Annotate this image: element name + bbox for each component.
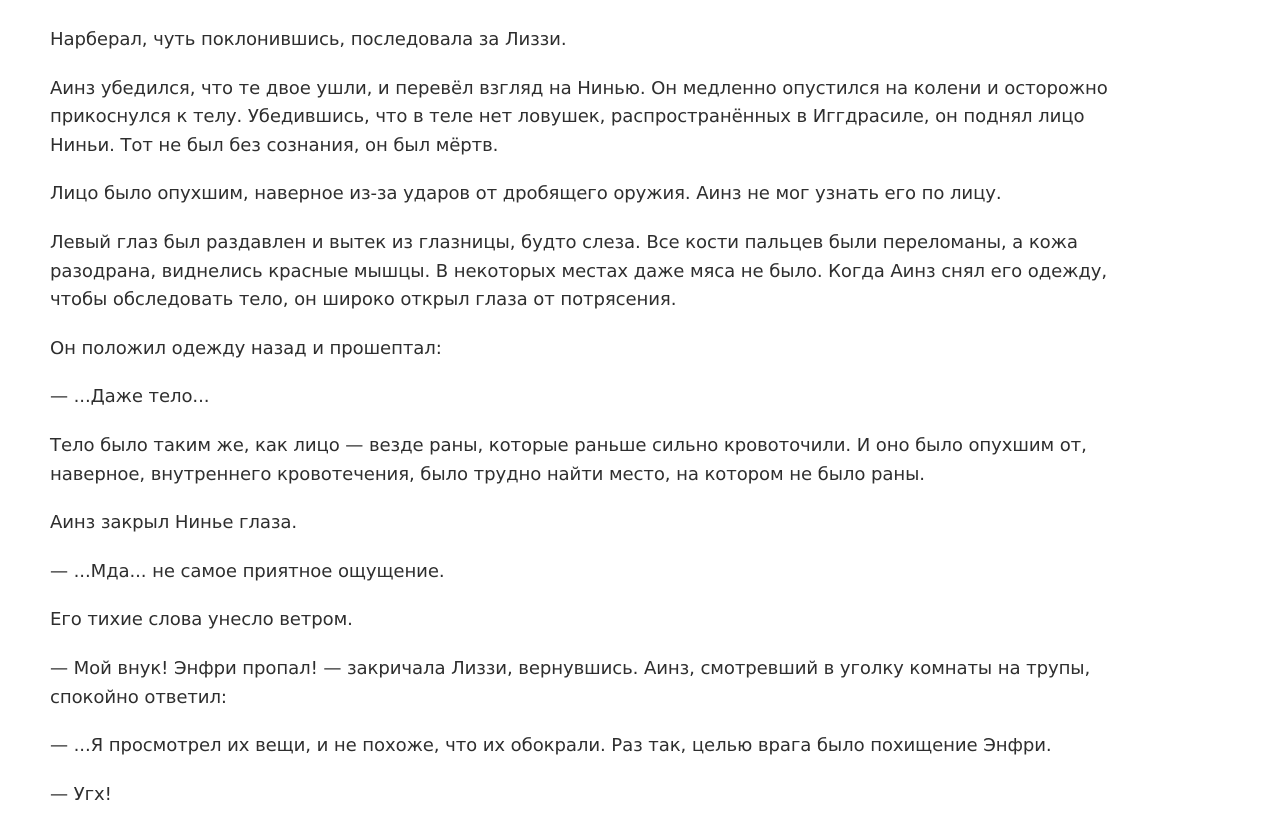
paragraph: — ...Мда... не самое приятное ощущение. <box>50 560 445 582</box>
paragraph: Он положил одежду назад и прошептал: <box>50 337 442 359</box>
article-body <box>50 26 1110 829</box>
paragraph: — Мой внук! Энфри пропал! — закричала Лиззи, вернувшись. Аинз, смотревший в уголку комнаты на трупы, спокойно ответил: <box>50 657 1091 708</box>
paragraph: Аинз убедился, что те двое ушли, и перевёл взгляд на Нинью. Он медленно опустился на колени и осторожно прикоснулся к телу. Убедившись, что в теле нет ловушек, распространённых в Иггдрасиле, он поднял лицо Ниньи. Тот не был без сознания, он был мёртв. <box>50 77 1108 156</box>
paragraph: Левый глаз был раздавлен и вытек из глазницы, будто слеза. Все кости пальцев были переломаны, а кожа разодрана, виднелись красные мышцы. В некоторых местах даже мяса не было. Когда Аинз снял его одежду, чтобы обследовать тело, он широко открыл глаза от потрясения. <box>50 231 1108 311</box>
paragraph: — ...Я просмотрел их вещи, и не похоже, что их обокрали. Раз так, целью врага было похищение Энфри. <box>50 735 1052 757</box>
paragraph: Нарберал, чуть поклонившись, последовала за Лиззи. <box>50 29 567 50</box>
paragraph: Аинз закрыл Нинье глаза. <box>50 512 298 534</box>
paragraph: — Угх! <box>50 783 112 805</box>
paragraph: — ...Даже тело... <box>50 386 210 408</box>
paragraph: Лицо было опухшим, наверное из-за ударов от дробящего оружия. Аинз не мог узнать его по лицу. <box>50 183 1002 205</box>
paragraph: Его тихие слова унесло ветром. <box>50 609 353 631</box>
paragraph: Тело было таким же, как лицо — везде раны, которые раньше сильно кровоточили. И оно было опухшим от, наверное, внутреннего кровотечения, было трудно найти место, на котором не было раны. <box>50 434 1087 485</box>
